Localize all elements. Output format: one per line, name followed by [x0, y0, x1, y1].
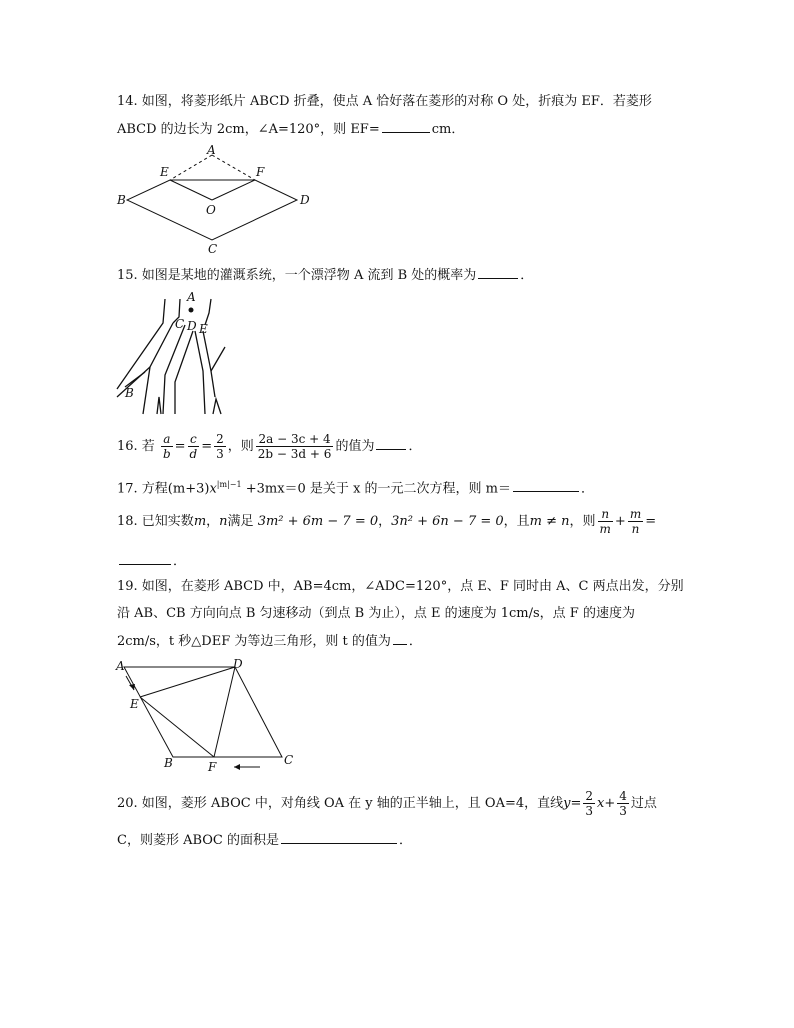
q19-answer-blank[interactable]	[393, 632, 407, 645]
q14-unit: cm．	[431, 122, 465, 137]
q19-rhombus-outline	[124, 667, 282, 757]
q19-arrowhead-e	[129, 684, 135, 690]
q16-answer-blank[interactable]	[376, 437, 406, 450]
q18-line1: 18. 已知实数m，n满足 3m² + 6m − 7 = 0，3n² + 6n − 7 = 0，且m ≠ n，则 $\frac{n}{m}$ + $\frac{m}{n}$ =	[117, 507, 657, 536]
q16-expression-fraction: $\frac{2a - 3c + 4}{2b - 3d + 6}$	[257, 432, 332, 461]
q14-label-e: E	[160, 165, 169, 179]
q19-line3: 2cm/s，t 秒△DEF 为等边三角形，则 t 的值为 ．	[117, 634, 422, 649]
q18-prefix: 18. 已知实数	[117, 514, 194, 529]
q15-end: ．	[520, 268, 534, 283]
q16-fraction-a-b: $\frac{a}{b}$	[162, 432, 171, 461]
q16-mid: ，则	[227, 439, 254, 454]
q14-line2-text: ABCD 的边长为 2cm，∠A=120°，则 EF=	[117, 122, 380, 137]
q19-line1: 19. 如图，在菱形 ABCD 中，AB=4cm，∠ADC=120°，点 E、F 同时由 A、C 两点出发，分别	[117, 579, 684, 594]
q15-answer-blank[interactable]	[478, 266, 518, 279]
q17-middle: +3mx＝0 是关于 x 的一元二次方程，则 m＝	[241, 481, 511, 497]
q15-point-a	[189, 308, 194, 313]
q14-label-f: F	[256, 165, 265, 179]
q15-label-c: C	[175, 317, 185, 331]
q15-label-b: B	[125, 386, 134, 400]
q16-fraction-2-3: $\frac{2}{3}$	[216, 432, 224, 461]
q17-exponent: |m|−1	[216, 480, 242, 489]
q14-line-eo	[170, 180, 212, 200]
q16-suffix: 的值为	[335, 439, 375, 454]
q20-line1-text: 20. 如图，菱形 ABOC 中，对角线 OA 在 y 轴的正半轴上，且 OA=4，直线	[117, 796, 564, 811]
q19-line-ed	[140, 667, 235, 697]
q14-label-a: A	[207, 143, 216, 157]
q15-line	[117, 266, 533, 285]
q14-line1: 14. 如图，将菱形纸片 ABCD 折叠，使点 A 恰好落在菱形的对称 O 处，折痕为 EF．若菱形	[117, 94, 652, 109]
q18-equation-n: 3n² + 6n − 7 = 0	[391, 514, 504, 529]
q18-equation-m: 3m² + 6m − 7 = 0	[257, 514, 379, 529]
q19-line-ef	[140, 697, 214, 757]
q14-dashed-ae	[170, 155, 212, 180]
q20-line1: 20. 如图，菱形 ABOC 中，对角线 OA 在 y 轴的正半轴上，且 OA=4，直线y= $\frac{2}{3}$ x+ $\frac{4}{3}$ 过点	[117, 789, 657, 818]
q15-irrigation-figure	[115, 287, 235, 417]
q20-answer-blank[interactable]	[281, 831, 397, 844]
q19-label-c: C	[284, 753, 294, 767]
q20-fraction-2-3: $\frac{2}{3}$	[585, 789, 594, 818]
q16-line: 16. 若 $\frac{a}{b}$ = $\frac{c}{d}$ = $\frac{2}{3}$ ，则 $\frac{2a - 3c + 4}{2b - 3d + 6}$ 的值为 ．	[117, 432, 422, 461]
q19-rhombus-figure	[110, 656, 310, 776]
q20-line2: C，则菱形 ABOC 的面积是 ．	[117, 833, 413, 848]
q20-fraction-4-3: $\frac{4}{3}$	[619, 789, 627, 818]
q19-arrowhead-f	[234, 764, 240, 770]
q18-answer-blank[interactable]	[119, 552, 171, 565]
q19-label-d: D	[233, 657, 243, 671]
q15-label-e: E	[199, 322, 208, 336]
q18-fraction-n-m: $\frac{n}{m}$	[599, 507, 611, 536]
q16-prefix: 16. 若	[117, 439, 155, 454]
q14-line-fo	[212, 180, 255, 200]
q14-dashed-af	[212, 155, 255, 180]
q15-label-a: A	[187, 290, 196, 304]
q17-line: 17. 方程$(m+3)x^{|m|-1} +3mx=0$ 是关于 x 的一元二次方程，则 m＝ ．	[117, 480, 595, 497]
q18-line2: ．	[117, 552, 186, 571]
q14-label-c: C	[208, 242, 218, 256]
q18-fraction-m-n: $\frac{m}{n}$	[629, 507, 642, 536]
q16-fraction-c-d: $\frac{c}{d}$	[189, 432, 198, 461]
q17-prefix: 17. 方程(m+3)	[117, 481, 210, 497]
q14-label-d: D	[300, 193, 310, 207]
q19-line-fd	[214, 667, 235, 757]
q19-line3-text: 2cm/s，t 秒△DEF 为等边三角形，则 t 的值为	[117, 634, 391, 649]
q19-label-e: E	[130, 697, 139, 711]
q14-label-o: O	[206, 203, 216, 217]
q19-label-f: F	[208, 760, 217, 774]
q19-label-a: A	[116, 659, 125, 673]
q14-answer-blank[interactable]	[382, 120, 430, 133]
q15-text: 15. 如图是某地的灌溉系统，一个漂浮物 A 流到 B 处的概率为	[117, 268, 477, 283]
q17-answer-blank[interactable]	[513, 479, 579, 492]
q14-label-b: B	[117, 193, 126, 207]
q14-rhombus-figure	[110, 143, 320, 258]
q15-label-d: D	[187, 319, 197, 333]
q14-line2	[117, 120, 464, 139]
q19-line2: 沿 AB、CB 方向向点 B 匀速移动（到点 B 为止），点 E 的速度为 1cm/s，点 F 的速度为	[117, 606, 635, 621]
q20-line2-text: C，则菱形 ABOC 的面积是	[117, 833, 279, 848]
q19-label-b: B	[164, 756, 173, 770]
